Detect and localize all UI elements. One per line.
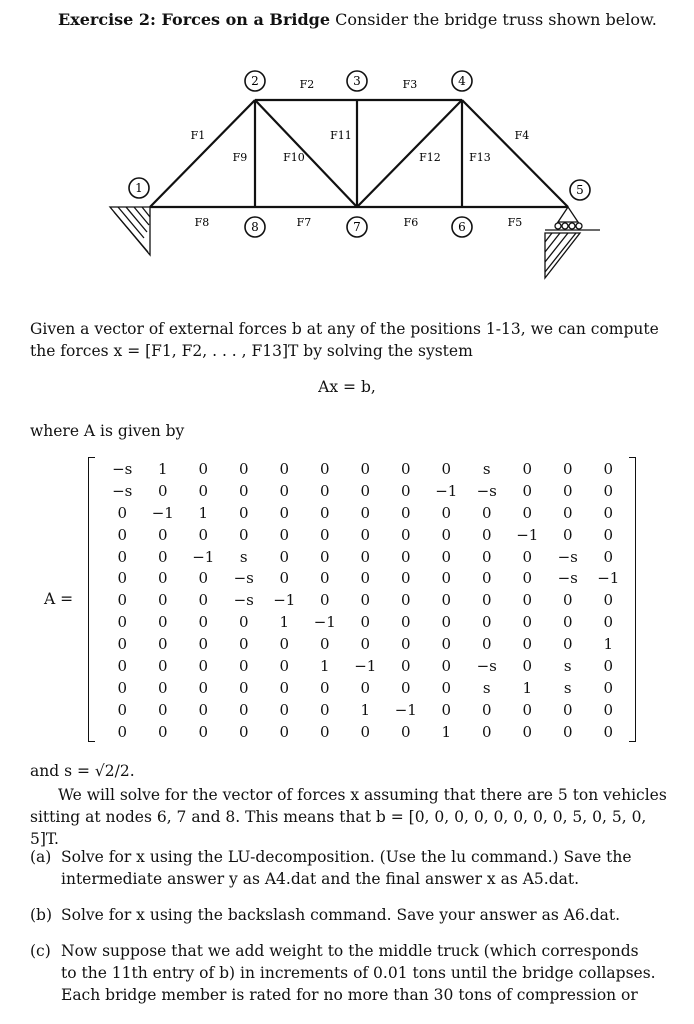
- matrix-cell: 0: [117, 700, 128, 719]
- matrix-cell: 0: [198, 700, 209, 719]
- matrix-cell: 0: [157, 613, 168, 632]
- part-b-line-1: Solve for x using the backslash command. Save your answer as A6.dat.: [61, 906, 621, 924]
- matrix-cell: −s: [476, 481, 497, 500]
- matrix-cell: 0: [279, 525, 290, 544]
- svg-text:3: 3: [353, 74, 361, 88]
- matrix-cell: 0: [603, 678, 614, 697]
- matrix-cell: 0: [279, 678, 290, 697]
- node-7: [347, 217, 367, 237]
- part-c-line-3: Each bridge member is rated for no more than 30 tons of compression or: [61, 986, 638, 1004]
- matrix-cell: 0: [279, 481, 290, 500]
- matrix-cell: 0: [441, 460, 452, 478]
- svg-text:8: 8: [251, 220, 259, 234]
- matrix-cell: 1: [279, 613, 290, 632]
- label-f12: F12: [419, 151, 441, 164]
- matrix-cell: 0: [198, 525, 209, 544]
- matrix-cell: 0: [198, 481, 209, 500]
- node-2: [245, 71, 265, 91]
- matrix-grid: [102, 459, 629, 744]
- label-f7: F7: [296, 216, 312, 229]
- label-f13: F13: [469, 151, 491, 164]
- intro-line-2: the forces x = [F1, F2, . . . , F13]T by solving the system: [30, 342, 473, 360]
- matrix-cell: 0: [562, 503, 573, 522]
- matrix-cell: −1: [394, 700, 417, 719]
- label-f8: F8: [194, 216, 210, 229]
- matrix-cell: 0: [481, 503, 492, 522]
- matrix-cell: 0: [319, 678, 330, 697]
- matrix-cell: 0: [279, 722, 290, 741]
- intro-line-1: Given a vector of external forces b at any of the positions 1-13, we can compute: [30, 320, 659, 338]
- label-f4: F4: [514, 129, 530, 142]
- matrix-cell: 0: [238, 503, 249, 522]
- matrix-cell: 0: [117, 678, 128, 697]
- matrix-label: A =: [44, 590, 74, 608]
- label-f3: F3: [402, 78, 418, 91]
- matrix-cell: 0: [603, 503, 614, 522]
- matrix-cell: 0: [238, 613, 249, 632]
- matrix-cell: 0: [603, 460, 614, 478]
- matrix-cell: 0: [238, 700, 249, 719]
- matrix-cell: 0: [198, 613, 209, 632]
- label-f11: F11: [330, 129, 352, 142]
- matrix-cell: 0: [117, 657, 128, 676]
- part-b: [30, 904, 670, 926]
- matrix-cell: 0: [319, 481, 330, 500]
- matrix-cell: −s: [476, 657, 497, 676]
- matrix-cell: s: [482, 460, 491, 478]
- svg-text:2: 2: [251, 74, 259, 88]
- matrix-cell: −1: [597, 569, 620, 588]
- label-f9: F9: [232, 151, 248, 164]
- matrix-cell: 0: [360, 503, 371, 522]
- matrix-cell: 0: [117, 569, 128, 588]
- matrix-cell: 0: [441, 635, 452, 654]
- matrix-cell: 0: [279, 700, 290, 719]
- matrix-cell: −1: [313, 613, 336, 632]
- matrix-cell: −s: [557, 547, 578, 566]
- matrix-cell: 0: [522, 481, 533, 500]
- svg-text:4: 4: [458, 74, 466, 88]
- matrix-cell: 0: [198, 722, 209, 741]
- solve-line-1: We will solve for the vector of forces x assuming that there are 5 ton vehicles: [58, 786, 667, 804]
- matrix-cell: 0: [157, 481, 168, 500]
- matrix-cell: −1: [273, 591, 296, 610]
- system-equation: Ax = b,: [318, 378, 376, 396]
- matrix-cell: 0: [360, 569, 371, 588]
- matrix-cell: 0: [522, 635, 533, 654]
- matrix-cell: 0: [157, 657, 168, 676]
- matrix-cell: 0: [441, 591, 452, 610]
- matrix-cell: 0: [562, 481, 573, 500]
- matrix-cell: 0: [157, 635, 168, 654]
- matrix-cell: −s: [233, 591, 254, 610]
- svg-text:7: 7: [353, 220, 361, 234]
- matrix-cell: 0: [319, 635, 330, 654]
- part-c: [30, 940, 670, 1006]
- matrix-cell: −s: [233, 569, 254, 588]
- part-a: [30, 846, 670, 890]
- matrix-cell: 0: [117, 635, 128, 654]
- matrix-cell: 0: [441, 700, 452, 719]
- matrix-cell: 0: [157, 700, 168, 719]
- matrix-cell: 0: [238, 460, 249, 478]
- svg-text:5: 5: [576, 183, 584, 197]
- matrix-left-bracket: [88, 457, 95, 742]
- matrix-cell: 0: [400, 481, 411, 500]
- matrix-cell: 0: [238, 481, 249, 500]
- matrix-cell: 0: [481, 591, 492, 610]
- matrix-cell: 0: [117, 591, 128, 610]
- exercise-heading: [58, 10, 678, 29]
- matrix-right-bracket: [629, 457, 636, 742]
- matrix-cell: 1: [198, 503, 209, 522]
- matrix-cell: 0: [157, 525, 168, 544]
- matrix-cell: 0: [603, 591, 614, 610]
- node-8: [245, 217, 265, 237]
- part-a-line-1: Solve for x using the LU-decomposition. (Use the lu command.) Save the: [61, 848, 632, 866]
- node-5: [570, 180, 590, 200]
- matrix-cell: 0: [238, 722, 249, 741]
- node-1: [129, 178, 149, 198]
- matrix-cell: s: [482, 678, 491, 697]
- matrix-cell: 0: [522, 613, 533, 632]
- svg-text:1: 1: [135, 181, 143, 195]
- svg-text:6: 6: [458, 220, 466, 234]
- matrix-cell: −1: [516, 525, 539, 544]
- matrix-cell: 0: [522, 722, 533, 741]
- matrix-cell: 0: [603, 481, 614, 500]
- matrix-cell: 0: [360, 547, 371, 566]
- right-support: [545, 207, 600, 278]
- matrix-cell: 0: [400, 569, 411, 588]
- matrix-cell: 0: [400, 547, 411, 566]
- matrix-cell: 0: [522, 503, 533, 522]
- matrix-cell: 0: [400, 525, 411, 544]
- matrix-cell: 0: [360, 722, 371, 741]
- matrix-cell: 0: [319, 460, 330, 478]
- matrix-cell: 0: [603, 722, 614, 741]
- matrix-cell: 0: [157, 569, 168, 588]
- matrix-cell: 0: [319, 591, 330, 610]
- matrix-cell: 0: [198, 460, 209, 478]
- matrix-cell: 0: [441, 525, 452, 544]
- matrix-cell: 0: [481, 722, 492, 741]
- matrix-cell: 0: [481, 569, 492, 588]
- matrix-cell: 0: [400, 591, 411, 610]
- node-4: [452, 71, 472, 91]
- matrix-cell: s: [563, 678, 572, 697]
- matrix-cell: 0: [481, 635, 492, 654]
- matrix-cell: 0: [400, 722, 411, 741]
- solve-paragraph: [30, 784, 670, 850]
- node-3: [347, 71, 367, 91]
- matrix-cell: 0: [279, 569, 290, 588]
- matrix-cell: 0: [198, 657, 209, 676]
- matrix-cell: 0: [603, 613, 614, 632]
- matrix-cell: 0: [157, 591, 168, 610]
- matrix-cell: 0: [522, 591, 533, 610]
- matrix-cell: 0: [117, 722, 128, 741]
- bridge-truss-diagram: [0, 60, 694, 290]
- matrix-cell: 0: [238, 525, 249, 544]
- matrix-cell: 0: [441, 657, 452, 676]
- matrix-cell: −1: [435, 481, 458, 500]
- matrix-cell: 0: [157, 722, 168, 741]
- label-f6: F6: [403, 216, 419, 229]
- matrix-cell: −1: [192, 547, 215, 566]
- matrix-cell: 0: [157, 678, 168, 697]
- matrix-cell: 1: [360, 700, 371, 719]
- part-c-line-1: Now suppose that we add weight to the middle truck (which corresponds: [61, 942, 639, 960]
- matrix-cell: 0: [522, 700, 533, 719]
- matrix-cell: 0: [157, 547, 168, 566]
- matrix-cell: 0: [400, 635, 411, 654]
- matrix-cell: 0: [400, 678, 411, 697]
- matrix-cell: 0: [562, 635, 573, 654]
- label-f5: F5: [507, 216, 523, 229]
- matrix-cell: 0: [279, 635, 290, 654]
- matrix-cell: 0: [117, 547, 128, 566]
- matrix-cell: 0: [441, 569, 452, 588]
- matrix-cell: −s: [112, 481, 133, 500]
- matrix-cell: 0: [481, 525, 492, 544]
- part-c-tag: (c): [30, 942, 51, 960]
- matrix-cell: 0: [319, 722, 330, 741]
- node-6: [452, 217, 472, 237]
- matrix-cell: 0: [562, 700, 573, 719]
- matrix-cell: 0: [360, 525, 371, 544]
- matrix-cell: 0: [279, 460, 290, 478]
- matrix-cell: 0: [319, 700, 330, 719]
- matrix-cell: 0: [441, 503, 452, 522]
- part-a-tag: (a): [30, 848, 52, 866]
- matrix-cell: 0: [198, 591, 209, 610]
- matrix-cell: 0: [117, 503, 128, 522]
- matrix-cell: −1: [151, 503, 174, 522]
- truss-nodes: [129, 71, 590, 237]
- matrix-cell: s: [563, 657, 572, 676]
- matrix-cell: 0: [279, 503, 290, 522]
- matrix-cell: 1: [522, 678, 533, 697]
- matrix-cell: 0: [522, 547, 533, 566]
- matrix-cell: 0: [279, 657, 290, 676]
- s-definition: and s = √2/2.: [30, 762, 135, 780]
- matrix-cell: 0: [360, 481, 371, 500]
- matrix-cell: 0: [400, 657, 411, 676]
- matrix-cell: 0: [441, 547, 452, 566]
- matrix-cell: 0: [562, 613, 573, 632]
- label-f1: F1: [190, 129, 206, 142]
- matrix-a: [88, 457, 636, 742]
- matrix-cell: 0: [360, 613, 371, 632]
- exercise-label: Exercise 2: Forces on a Bridge: [58, 10, 331, 29]
- matrix-cell: 0: [603, 700, 614, 719]
- matrix-cell: 1: [319, 657, 330, 676]
- matrix-cell: 0: [522, 657, 533, 676]
- matrix-cell: 0: [400, 503, 411, 522]
- intro-paragraph: [30, 318, 670, 362]
- left-support: [110, 207, 150, 255]
- part-a-line-2: intermediate answer y as A4.dat and the final answer x as A5.dat.: [61, 870, 580, 888]
- matrix-cell: 1: [157, 460, 168, 478]
- matrix-cell: 0: [238, 678, 249, 697]
- matrix-cell: 0: [238, 635, 249, 654]
- matrix-cell: 0: [441, 613, 452, 632]
- matrix-cell: 0: [481, 700, 492, 719]
- matrix-cell: 0: [522, 460, 533, 478]
- matrix-cell: 0: [319, 525, 330, 544]
- matrix-cell: s: [239, 547, 248, 566]
- label-f10: F10: [283, 151, 305, 164]
- matrix-cell: 0: [481, 547, 492, 566]
- matrix-cell: 0: [400, 613, 411, 632]
- matrix-cell: 0: [319, 569, 330, 588]
- matrix-cell: 0: [319, 503, 330, 522]
- matrix-cell: 0: [360, 591, 371, 610]
- matrix-cell: 0: [562, 525, 573, 544]
- matrix-cell: 1: [603, 635, 614, 654]
- matrix-cell: 0: [360, 635, 371, 654]
- matrix-cell: −s: [112, 460, 133, 478]
- matrix-cell: 0: [603, 547, 614, 566]
- part-b-tag: (b): [30, 906, 53, 924]
- matrix-cell: 0: [117, 613, 128, 632]
- part-c-line-2: to the 11th entry of b) in increments of 0.01 tons until the bridge collapses.: [61, 964, 656, 982]
- where-text: where A is given by: [30, 422, 185, 440]
- matrix-cell: 0: [522, 569, 533, 588]
- matrix-cell: 0: [360, 678, 371, 697]
- matrix-cell: 1: [441, 722, 452, 741]
- matrix-cell: 0: [198, 635, 209, 654]
- matrix-cell: 0: [117, 525, 128, 544]
- matrix-cell: 0: [481, 613, 492, 632]
- exercise-intro: Consider the bridge truss shown below.: [335, 10, 657, 29]
- matrix-cell: 0: [360, 460, 371, 478]
- matrix-cell: 0: [279, 547, 290, 566]
- label-f2: F2: [299, 78, 315, 91]
- matrix-cell: 0: [562, 722, 573, 741]
- matrix-cell: −s: [557, 569, 578, 588]
- matrix-cell: 0: [603, 657, 614, 676]
- matrix-cell: 0: [238, 657, 249, 676]
- matrix-cell: 0: [603, 525, 614, 544]
- matrix-cell: 0: [198, 678, 209, 697]
- matrix-cell: −1: [354, 657, 377, 676]
- matrix-cell: 0: [198, 569, 209, 588]
- matrix-cell: 0: [562, 591, 573, 610]
- matrix-cell: 0: [400, 460, 411, 478]
- matrix-cell: 0: [441, 678, 452, 697]
- matrix-cell: 0: [562, 460, 573, 478]
- matrix-cell: 0: [319, 547, 330, 566]
- solve-line-2: sitting at nodes 6, 7 and 8. This means that b = [0, 0, 0, 0, 0, 0, 0, 0, 5, 0, 5, 0, 5]T.: [30, 808, 647, 848]
